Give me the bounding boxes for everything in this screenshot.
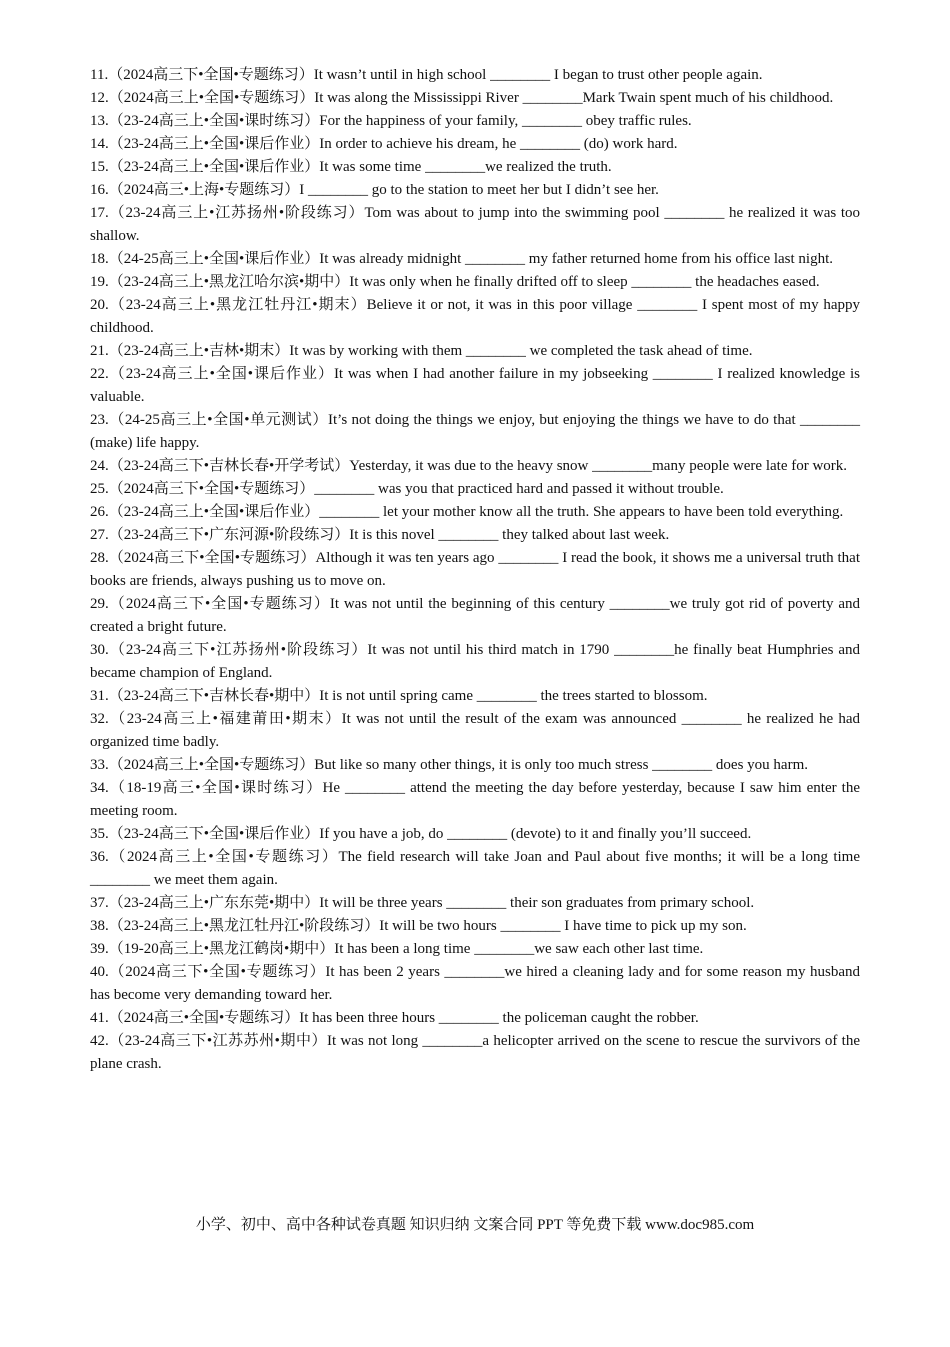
question-text: In order to achieve his dream, he ________ (do) work hard. bbox=[319, 136, 678, 152]
question-item bbox=[90, 409, 860, 455]
question-source: （23-24高三下•全国•课后作业） bbox=[108, 826, 320, 842]
question-source: （23-24高三下•吉林长春•开学考试） bbox=[108, 458, 350, 474]
question-number: 41. bbox=[90, 1010, 109, 1026]
question-item bbox=[90, 294, 860, 340]
question-item bbox=[90, 915, 860, 938]
question-text: Believe it or not, it was in this poor village ________ I spent most of my happy childhood. bbox=[90, 297, 860, 336]
question-number: 21. bbox=[90, 343, 109, 359]
question-number: 39. bbox=[90, 941, 109, 957]
question-number: 14. bbox=[90, 136, 109, 152]
question-source: （2024高三•全国•专题练习） bbox=[108, 1010, 300, 1026]
question-text: For the happiness of your family, ________ obey traffic rules. bbox=[319, 113, 692, 129]
question-item bbox=[90, 478, 860, 501]
question-text: It will be three years ________ their son graduates from primary school. bbox=[319, 895, 755, 911]
question-text: It was along the Mississippi River ________Mark Twain spent much of his childhood. bbox=[314, 90, 834, 106]
question-item bbox=[90, 1007, 860, 1030]
question-source: （23-24高三上•全国•课后作业） bbox=[108, 366, 334, 382]
question-number: 34. bbox=[90, 780, 109, 796]
question-item bbox=[90, 87, 860, 110]
page-footer: 小学、初中、高中各种试卷真题 知识归纳 文案合同 PPT 等免费下载 www.doc985.com bbox=[195, 1217, 755, 1233]
question-source: （2024高三下•全国•专题练习） bbox=[108, 964, 326, 980]
question-item bbox=[90, 455, 860, 478]
question-number: 36. bbox=[90, 849, 109, 865]
question-text: It’s not doing the things we enjoy, but enjoying the things we have to do that ________ (make) life happy. bbox=[90, 412, 861, 451]
question-item bbox=[90, 639, 860, 685]
question-number: 16. bbox=[90, 182, 109, 198]
question-source: （23-24高三上•全国•课时练习） bbox=[108, 113, 320, 129]
question-source: （23-24高三上•全国•课后作业） bbox=[108, 504, 320, 520]
question-item bbox=[90, 271, 860, 294]
question-source: （23-24高三上•广东东莞•期中） bbox=[108, 895, 320, 911]
question-source: （23-24高三上•全国•课后作业） bbox=[108, 159, 320, 175]
question-item bbox=[90, 1030, 860, 1076]
question-number: 27. bbox=[90, 527, 109, 543]
question-text: It has been three hours ________ the policeman caught the robber. bbox=[299, 1010, 699, 1026]
question-item bbox=[90, 685, 860, 708]
question-text: I ________ go to the station to meet her but I didn’t see her. bbox=[299, 182, 659, 198]
question-item bbox=[90, 501, 860, 524]
question-text: It has been a long time ________we saw each other last time. bbox=[334, 941, 704, 957]
question-text: It was only when he finally drifted off to sleep ________ the headaches eased. bbox=[349, 274, 820, 290]
question-number: 40. bbox=[90, 964, 109, 980]
question-number: 17. bbox=[90, 205, 109, 221]
question-item bbox=[90, 363, 860, 409]
question-source: （2024高三•上海•专题练习） bbox=[108, 182, 300, 198]
question-text: But like so many other things, it is only too much stress ________ does you harm. bbox=[314, 757, 808, 773]
question-number: 26. bbox=[90, 504, 109, 520]
question-source: （2024高三下•全国•专题练习） bbox=[108, 596, 330, 612]
question-source: （18-19高三•全国•课时练习） bbox=[108, 780, 323, 796]
question-item bbox=[90, 846, 860, 892]
question-text: He ________ attend the meeting the day before yesterday, because I saw him enter the meeting room. bbox=[90, 780, 860, 819]
question-number: 13. bbox=[90, 113, 109, 129]
question-number: 20. bbox=[90, 297, 109, 313]
question-source: （24-25高三上•全国•课后作业） bbox=[108, 251, 320, 267]
question-text: The field research will take Joan and Paul about five months; it will be a long time ________ we meet them again. bbox=[90, 849, 860, 888]
question-text: Yesterday, it was due to the heavy snow ________many people were late for work. bbox=[349, 458, 848, 474]
question-source: （2024高三上•全国•专题练习） bbox=[108, 90, 315, 106]
question-text: Tom was about to jump into the swimming pool ________ he realized it was too shallow. bbox=[90, 205, 860, 244]
question-text: It was not until the result of the exam was announced ________ he realized he had organized time badly. bbox=[90, 711, 860, 750]
question-number: 22. bbox=[90, 366, 109, 382]
question-source: （23-24高三上•黑龙江哈尔滨•期中） bbox=[108, 274, 350, 290]
question-number: 19. bbox=[90, 274, 109, 290]
question-source: （2024高三下•全国•专题练习） bbox=[108, 67, 314, 83]
question-item bbox=[90, 64, 860, 87]
question-source: （23-24高三下•吉林长春•期中） bbox=[108, 688, 320, 704]
question-text: It was not long ________a helicopter arrived on the scene to rescue the survivors of the plane crash. bbox=[90, 1033, 861, 1072]
question-text: It is not until spring came ________ the trees started to blossom. bbox=[319, 688, 708, 704]
question-source: （23-24高三上•福建莆田•期末） bbox=[108, 711, 342, 727]
question-source: （24-25高三上•全国•单元测试） bbox=[108, 412, 328, 428]
question-item bbox=[90, 754, 860, 777]
question-number: 12. bbox=[90, 90, 109, 106]
question-text: If you have a job, do ________ (devote) to it and finally you’ll succeed. bbox=[319, 826, 752, 842]
question-item bbox=[90, 547, 860, 593]
question-source: （23-24高三上•黑龙江牡丹江•阶段练习） bbox=[108, 918, 380, 934]
question-source: （23-24高三上•全国•课后作业） bbox=[108, 136, 320, 152]
question-source: （2024高三下•全国•专题练习） bbox=[108, 550, 316, 566]
question-number: 25. bbox=[90, 481, 109, 497]
question-number: 35. bbox=[90, 826, 109, 842]
question-text: It was by working with them ________ we completed the task ahead of time. bbox=[289, 343, 753, 359]
question-number: 11. bbox=[90, 67, 109, 83]
question-number: 33. bbox=[90, 757, 109, 773]
question-source: （23-24高三上•吉林•期末） bbox=[108, 343, 290, 359]
question-number: 31. bbox=[90, 688, 109, 704]
question-number: 42. bbox=[90, 1033, 109, 1049]
question-number: 37. bbox=[90, 895, 109, 911]
question-text: It was not until his third match in 1790 ________he finally beat Humphries and became champion of England. bbox=[90, 642, 860, 681]
question-number: 24. bbox=[90, 458, 109, 474]
question-item bbox=[90, 156, 860, 179]
question-source: （23-24高三上•江苏扬州•阶段练习） bbox=[108, 205, 365, 221]
question-item bbox=[90, 110, 860, 133]
question-item bbox=[90, 202, 860, 248]
question-source: （2024高三上•全国•专题练习） bbox=[108, 757, 315, 773]
question-text: ________ was you that practiced hard and passed it without trouble. bbox=[314, 481, 724, 497]
question-text: It was when I had another failure in my jobseeking ________ I realized knowledge is valuable. bbox=[90, 366, 860, 405]
question-item bbox=[90, 340, 860, 363]
question-number: 18. bbox=[90, 251, 109, 267]
question-source: （2024高三下•全国•专题练习） bbox=[108, 481, 315, 497]
question-number: 23. bbox=[90, 412, 109, 428]
question-item bbox=[90, 823, 860, 846]
question-item bbox=[90, 708, 860, 754]
question-number: 30. bbox=[90, 642, 109, 658]
question-number: 15. bbox=[90, 159, 109, 175]
question-text: It was not until the beginning of this century ________we truly got rid of poverty and created a bright future. bbox=[90, 596, 860, 635]
question-item bbox=[90, 892, 860, 915]
question-text: It will be two hours ________ I have time to pick up my son. bbox=[379, 918, 747, 934]
question-item bbox=[90, 593, 860, 639]
question-item bbox=[90, 777, 860, 823]
question-source: （23-24高三上•黑龙江牡丹江•期末） bbox=[108, 297, 367, 313]
question-number: 38. bbox=[90, 918, 109, 934]
question-item bbox=[90, 524, 860, 547]
question-number: 29. bbox=[90, 596, 109, 612]
question-text: It was already midnight ________ my father returned home from his office last night. bbox=[319, 251, 834, 267]
question-number: 28. bbox=[90, 550, 109, 566]
question-text: Although it was ten years ago ________ I read the book, it shows me a universal truth that books are friends, always pushing us to move on. bbox=[90, 550, 860, 589]
question-number: 32. bbox=[90, 711, 109, 727]
question-item bbox=[90, 179, 860, 202]
question-text: ________ let your mother know all the truth. She appears to have been told everything. bbox=[319, 504, 844, 520]
question-source: （23-24高三下•广东河源•阶段练习） bbox=[108, 527, 350, 543]
question-text: It is this novel ________ they talked about last week. bbox=[349, 527, 670, 543]
question-item bbox=[90, 133, 860, 156]
question-source: （23-24高三下•江苏苏州•期中） bbox=[108, 1033, 327, 1049]
question-text: It has been 2 years ________we hired a cleaning lady and for some reason my husband has become very demanding toward her. bbox=[90, 964, 860, 1003]
question-text: It wasn’t until in high school ________ I began to trust other people again. bbox=[313, 67, 763, 83]
question-source: （19-20高三上•黑龙江鹤岗•期中） bbox=[108, 941, 335, 957]
question-list bbox=[90, 64, 860, 1076]
question-source: （23-24高三下•江苏扬州•阶段练习） bbox=[108, 642, 368, 658]
question-item bbox=[90, 961, 860, 1007]
question-item bbox=[90, 248, 860, 271]
question-source: （2024高三上•全国•专题练习） bbox=[108, 849, 339, 865]
question-text: It was some time ________we realized the truth. bbox=[319, 159, 612, 175]
question-item bbox=[90, 938, 860, 961]
